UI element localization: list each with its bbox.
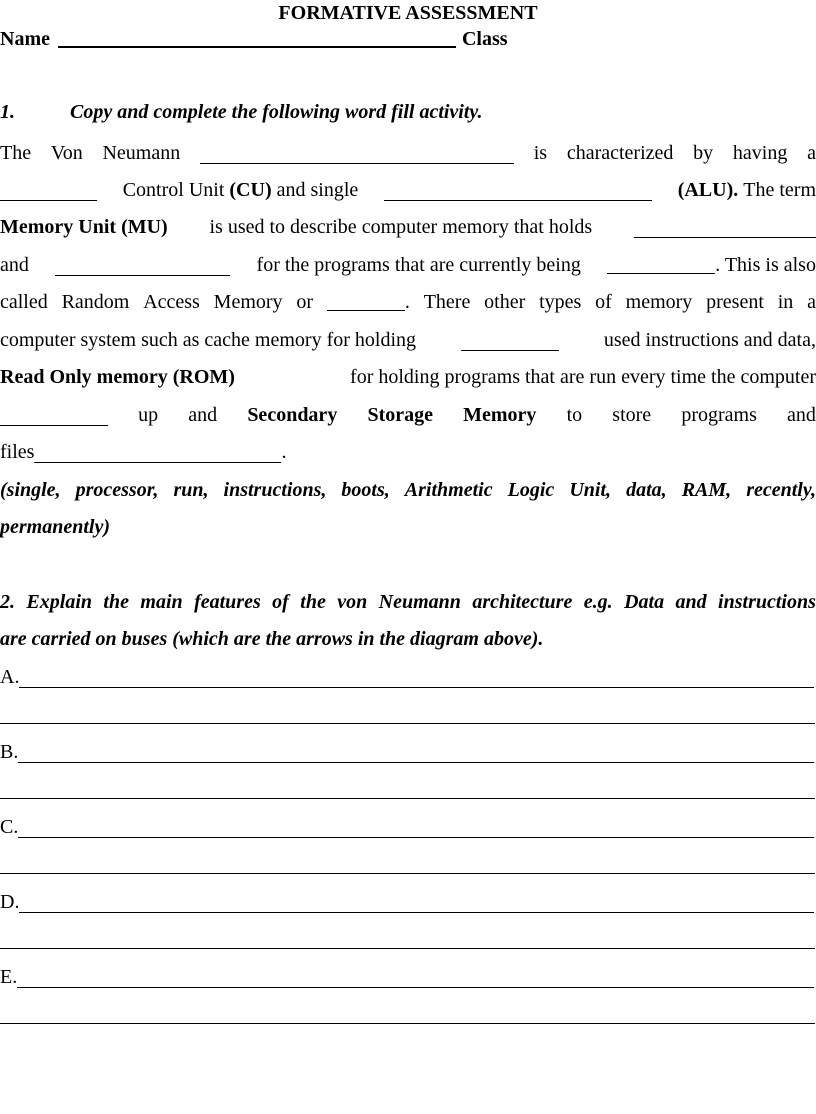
text-word: computer system such as cache memory for holding [0, 329, 416, 351]
text-word-bold: (ALU). [677, 179, 739, 201]
question-2-line-2 [0, 620, 816, 650]
text-word: present [706, 291, 764, 313]
text-word: and [188, 404, 218, 426]
class-label: Class [461, 28, 508, 50]
text-word: characterized [566, 142, 674, 164]
answer-c [0, 812, 816, 838]
name-label: Name [0, 28, 50, 50]
text-word: is used to describe computer memory that holds [209, 216, 593, 238]
word-bank-word: RAM, [681, 479, 732, 501]
name-class-row [0, 28, 508, 52]
answer-b-continuation-line[interactable] [0, 798, 815, 799]
question-1-instruction: Copy and complete the following word fill activity. [70, 101, 483, 123]
question-2-word: Data [624, 591, 665, 613]
text-word: having [732, 142, 788, 164]
text-word: and [787, 404, 816, 426]
word-bank-word: permanently) [0, 516, 110, 538]
text-word-bold: Storage [367, 404, 433, 426]
text-word: Von [50, 142, 83, 164]
fill-blank-3[interactable] [384, 182, 652, 201]
question-2-word: main [140, 591, 183, 613]
answer-label: C. [0, 816, 19, 838]
text-word: The term [743, 179, 816, 201]
text-word-bold: Read Only memory (ROM) [0, 366, 235, 388]
text-word: for the programs that are currently being [256, 254, 581, 276]
word-bank-line-1 [0, 471, 816, 501]
text-word: There [423, 291, 471, 313]
question-1-heading [0, 101, 816, 125]
word-bank-word: Unit, [569, 479, 612, 501]
question-2-word: of [272, 591, 289, 613]
text-word: in [777, 291, 794, 313]
answer-e-line[interactable] [17, 969, 814, 988]
fill-blank-6[interactable] [607, 255, 715, 274]
text-word: programs [681, 404, 757, 426]
answer-label: E. [0, 966, 18, 988]
word-bank-word: boots, [341, 479, 390, 501]
question-2-word: Neumann [378, 591, 461, 613]
answer-label: B. [0, 741, 19, 763]
fill-text-line-6 [0, 321, 816, 351]
text-word: memory [625, 291, 693, 313]
question-2-word: architecture [472, 591, 573, 613]
answer-d [0, 887, 816, 913]
fill-blank-7[interactable] [327, 292, 405, 311]
text-word: Random [61, 291, 130, 313]
fill-text-line-1 [0, 134, 816, 164]
text-word-bold: Memory Unit (MU) [0, 216, 168, 238]
word-bank-word: Arithmetic [404, 479, 493, 501]
text-word: Access [143, 291, 200, 313]
text-word: . This is also [715, 254, 816, 276]
answer-e [0, 962, 816, 988]
text-word: a [807, 142, 816, 164]
question-2-word: features [194, 591, 261, 613]
text-word: files [0, 441, 35, 463]
fill-blank-10[interactable] [34, 444, 281, 463]
text-word: . [404, 291, 410, 313]
fill-text-line-7 [0, 358, 816, 388]
text-word: by [693, 142, 714, 164]
question-2-word: the [103, 591, 129, 613]
word-bank-line-2 [0, 508, 816, 538]
word-bank-word: run, [173, 479, 209, 501]
fill-text-line-5 [0, 283, 816, 313]
answer-b-line[interactable] [18, 744, 814, 763]
answer-d-continuation-line[interactable] [0, 948, 815, 949]
fill-text-line-4 [0, 246, 816, 276]
text-word: used instructions and data, [603, 329, 816, 351]
question-2-line-1 [0, 583, 816, 613]
answer-a [0, 662, 816, 688]
text-word-bold: Memory [463, 404, 537, 426]
text-word: and [0, 254, 29, 276]
fill-blank-4[interactable] [634, 219, 816, 238]
word-bank-word: data, [626, 479, 667, 501]
fill-text-line-2 [0, 171, 816, 201]
word-bank-word: (single, [0, 479, 61, 501]
question-2-word: e.g. [583, 591, 613, 613]
text-word: and single [276, 179, 359, 201]
text-word: store [612, 404, 652, 426]
fill-blank-2[interactable] [0, 182, 97, 201]
text-word: up [138, 404, 159, 426]
text-word: or [296, 291, 314, 313]
page-title: FORMATIVE ASSESSMENT [278, 2, 538, 24]
text-word: of [595, 291, 612, 313]
text-word: a [807, 291, 816, 313]
answer-label: D. [0, 891, 20, 913]
fill-text-line-8 [0, 396, 816, 426]
text-group [327, 291, 410, 313]
fill-text-line-9 [0, 433, 816, 463]
word-bank-word: Logic [507, 479, 555, 501]
question-2-word: and [675, 591, 707, 613]
fill-blank-5[interactable] [55, 257, 230, 276]
text-group [123, 179, 359, 201]
fill-text-line-3 [0, 208, 816, 238]
answer-c-continuation-line[interactable] [0, 873, 815, 874]
text-group [607, 254, 816, 276]
text-word-bold: Secondary [247, 404, 338, 426]
text-word: . [281, 441, 287, 463]
question-1-number: 1. [0, 101, 15, 123]
text-word: types [539, 291, 582, 313]
question-2-word: the [300, 591, 326, 613]
word-bank-word: instructions, [223, 479, 327, 501]
answer-label: A. [0, 666, 20, 688]
text-word-bold: (CU) [229, 179, 272, 201]
question-2-word: von [337, 591, 368, 613]
fill-blank-1[interactable] [200, 145, 514, 164]
text-word: for holding programs that are run every time the computer [350, 366, 816, 388]
answer-a-line[interactable] [19, 669, 814, 688]
fill-blank-8[interactable] [461, 332, 559, 351]
answer-b [0, 737, 816, 763]
question-2-word: are carried on buses (which are the arrows in the diagram above). [0, 628, 544, 650]
answer-e-continuation-line[interactable] [0, 1023, 815, 1024]
text-word: Control Unit [122, 179, 225, 201]
answer-c-line[interactable] [18, 819, 814, 838]
question-2-word: instructions [718, 591, 816, 613]
text-word: is [533, 142, 548, 164]
fill-blank-9[interactable] [0, 407, 108, 426]
text-word: Memory [213, 291, 283, 313]
question-2-word: 2. [0, 591, 15, 613]
text-word: to [566, 404, 583, 426]
answer-a-continuation-line[interactable] [0, 723, 815, 724]
word-bank-word: recently, [746, 479, 816, 501]
text-word: called [0, 291, 48, 313]
word-bank-word: processor, [75, 479, 159, 501]
question-2-word: Explain [26, 591, 92, 613]
answer-d-line[interactable] [19, 894, 814, 913]
text-word: The [0, 142, 32, 164]
text-group [678, 179, 816, 201]
text-word: other [484, 291, 526, 313]
text-word: Neumann [102, 142, 181, 164]
name-blank[interactable] [58, 28, 456, 48]
